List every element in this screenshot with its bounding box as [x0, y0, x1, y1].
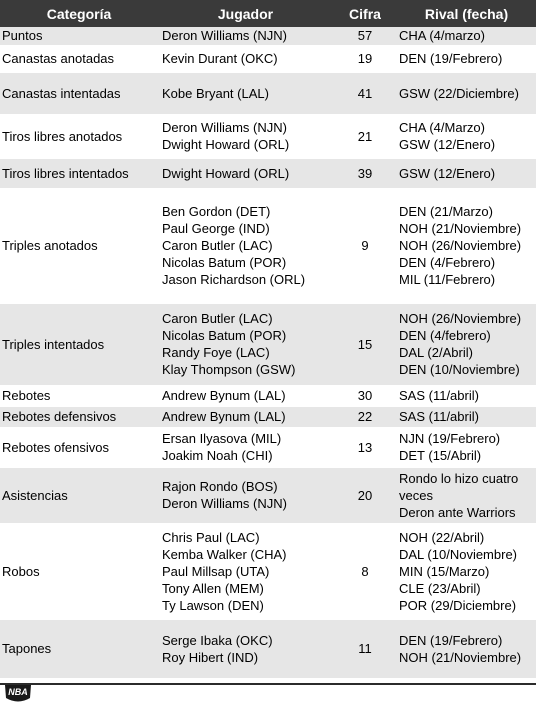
player-name: Nicolas Batum (POR): [162, 328, 287, 343]
cell-rival: [397, 158, 536, 188]
cell-categoria: Tapones: [0, 619, 158, 678]
player-name: Andrew Bynum (LAL): [162, 409, 286, 424]
player-name: Roy Hibert (IND): [162, 649, 259, 665]
player-name: Randy Foye (LAC): [162, 345, 270, 360]
player-name: Rajon Rondo (BOS): [162, 479, 278, 494]
cell-rival: [397, 45, 536, 72]
rival-entry: GSW (12/Enero): [399, 137, 496, 152]
player-name: Paul Millsap (UTA): [162, 563, 270, 579]
cell-cifra: 39: [333, 158, 397, 188]
table-body: [0, 27, 536, 678]
player-name: Ty Lawson (DEN): [162, 597, 264, 613]
cell-jugador: [158, 114, 333, 158]
footer: [0, 683, 536, 706]
player-name: Jason Richardson (ORL): [162, 272, 306, 287]
cell-cifra: 19: [333, 45, 397, 72]
rival-entry: NOH (21/Noviembre): [399, 649, 522, 665]
cell-cifra: 57: [333, 27, 397, 45]
table-row: [0, 27, 536, 45]
rival-entry: DAL (2/Abril): [399, 345, 473, 360]
cell-jugador: [158, 467, 333, 523]
cell-jugador: [158, 27, 333, 45]
player-name: Paul George (IND): [162, 221, 270, 236]
player-name: Dwight Howard (ORL): [162, 137, 290, 152]
rival-entry: NJN (19/Febrero): [399, 431, 501, 446]
cell-jugador: [158, 619, 333, 678]
cell-categoria: Canastas intentadas: [0, 72, 158, 114]
cell-rival: [397, 467, 536, 523]
rival-entry: DEN (4/Febrero): [399, 255, 496, 270]
player-name: Caron Butler (LAC): [162, 238, 273, 253]
player-name: Andrew Bynum (LAL): [162, 388, 286, 403]
cell-rival: [397, 114, 536, 158]
player-name: Joakim Noah (CHI): [162, 448, 273, 463]
cell-rival: [397, 619, 536, 678]
rival-entry: CHA (4/marzo): [399, 28, 485, 44]
rival-entry: MIN (15/Marzo): [399, 563, 490, 579]
cell-categoria: Asistencias: [0, 467, 158, 523]
rival-entry: NOH (26/Noviembre): [399, 311, 522, 326]
cell-cifra: 8: [333, 523, 397, 619]
player-name: Kobe Bryant (LAL): [162, 85, 269, 101]
cell-categoria: Robos: [0, 523, 158, 619]
cell-jugador: [158, 406, 333, 427]
header-rival: Rival (fecha): [397, 0, 536, 27]
logo-text: NBA: [8, 687, 28, 697]
cell-categoria: Canastas anotadas: [0, 45, 158, 72]
rival-entry: DAL (10/Noviembre): [399, 546, 518, 562]
footer-divider: [0, 683, 536, 685]
cell-cifra: 30: [333, 385, 397, 406]
player-name: Kemba Walker (CHA): [162, 546, 287, 562]
rival-entry: DEN (10/Noviembre): [399, 362, 520, 377]
cell-jugador: [158, 385, 333, 406]
cell-rival: [397, 385, 536, 406]
player-name: Dwight Howard (ORL): [162, 165, 290, 181]
cell-jugador: [158, 188, 333, 303]
cell-cifra: 15: [333, 303, 397, 385]
table-row: [0, 427, 536, 467]
cell-rival: [397, 27, 536, 45]
table-row: [0, 45, 536, 72]
cell-jugador: [158, 45, 333, 72]
player-name: Tony Allen (MEM): [162, 580, 264, 596]
rival-entry: Deron ante Warriors: [399, 504, 516, 520]
player-name: Chris Paul (LAC): [162, 529, 260, 545]
player-name: Kevin Durant (OKC): [162, 51, 278, 66]
player-name: Ben Gordon (DET): [162, 204, 271, 219]
player-name: Caron Butler (LAC): [162, 311, 273, 326]
cell-rival: [397, 72, 536, 114]
rival-entry: DEN (19/Febrero): [399, 51, 503, 66]
table-row: [0, 406, 536, 427]
table-row: [0, 158, 536, 188]
player-name: Ersan Ilyasova (MIL): [162, 431, 282, 446]
cell-cifra: 20: [333, 467, 397, 523]
rival-entry: veces: [399, 487, 433, 503]
cell-categoria: Puntos: [0, 27, 158, 45]
cell-jugador: [158, 72, 333, 114]
cell-categoria: Rebotes: [0, 385, 158, 406]
cell-rival: [397, 523, 536, 619]
table-row: [0, 188, 536, 303]
rival-entry: CHA (4/Marzo): [399, 120, 485, 135]
rival-entry: POR (29/Diciembre): [399, 597, 517, 613]
table-row: [0, 467, 536, 523]
cell-categoria: Rebotes ofensivos: [0, 427, 158, 467]
cell-cifra: 41: [333, 72, 397, 114]
player-name: Klay Thompson (GSW): [162, 362, 296, 377]
header-cifra: Cifra: [333, 0, 397, 27]
table-row: [0, 72, 536, 114]
rival-entry: MIL (11/Febrero): [399, 272, 496, 287]
table-row: [0, 523, 536, 619]
player-name: Deron Williams (NJN): [162, 120, 287, 135]
cell-cifra: 22: [333, 406, 397, 427]
cell-jugador: [158, 303, 333, 385]
table-row: [0, 114, 536, 158]
rival-entry: GSW (12/Enero): [399, 165, 496, 181]
player-name: Serge Ibaka (OKC): [162, 632, 273, 648]
table-row: [0, 619, 536, 678]
cell-categoria: Rebotes defensivos: [0, 406, 158, 427]
rival-entry: DEN (21/Marzo): [399, 204, 493, 219]
rival-entry: NOH (22/Abril): [399, 529, 485, 545]
rival-entry: Rondo lo hizo cuatro: [399, 470, 519, 486]
rival-entry: SAS (11/abril): [399, 409, 479, 424]
rival-entry: GSW (22/Diciembre): [399, 85, 519, 101]
rival-entry: DEN (19/Febrero): [399, 632, 503, 648]
table-row: [0, 385, 536, 406]
nba-logo-icon: [3, 683, 33, 705]
player-name: Deron Williams (NJN): [162, 496, 287, 511]
cell-cifra: 13: [333, 427, 397, 467]
table-row: [0, 303, 536, 385]
rival-entry: CLE (23/Abril): [399, 580, 481, 596]
rival-entry: DEN (4/febrero): [399, 328, 491, 343]
rival-entry: SAS (11/abril): [399, 388, 479, 403]
cell-cifra: 11: [333, 619, 397, 678]
cell-rival: [397, 427, 536, 467]
header-jugador: Jugador: [158, 0, 333, 27]
header-categoria: Categoría: [0, 0, 158, 27]
rival-entry: NOH (26/Noviembre): [399, 238, 522, 253]
cell-categoria: Tiros libres intentados: [0, 158, 158, 188]
cell-categoria: Tiros libres anotados: [0, 114, 158, 158]
cell-categoria: Triples intentados: [0, 303, 158, 385]
cell-cifra: 21: [333, 114, 397, 158]
player-name: Nicolas Batum (POR): [162, 255, 287, 270]
cell-rival: [397, 303, 536, 385]
rival-entry: DET (15/Abril): [399, 448, 482, 463]
cell-jugador: [158, 427, 333, 467]
player-name: Deron Williams (NJN): [162, 28, 287, 44]
cell-jugador: [158, 523, 333, 619]
cell-rival: [397, 188, 536, 303]
cell-categoria: Triples anotados: [0, 188, 158, 303]
rival-entry: NOH (21/Noviembre): [399, 221, 522, 236]
cell-rival: [397, 406, 536, 427]
header-row: [0, 0, 536, 27]
cell-cifra: 9: [333, 188, 397, 303]
cell-jugador: [158, 158, 333, 188]
